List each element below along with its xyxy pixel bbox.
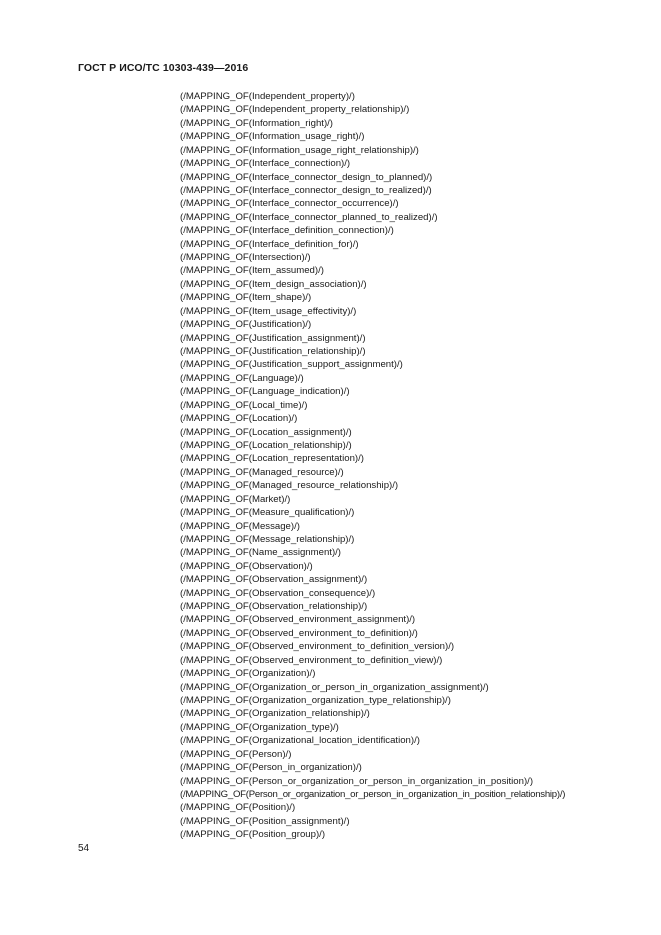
mapping-line: (/MAPPING_OF(Location)/) [180, 413, 298, 425]
mapping-line: (/MAPPING_OF(Organization)/) [180, 668, 316, 680]
mapping-line: (/MAPPING_OF(Person_or_organization_or_person_in_organization_in_position_relationship)/) [180, 788, 566, 800]
mapping-line: (/MAPPING_OF(Organization_organization_type_relationship)/) [180, 694, 451, 706]
mapping-line: (/MAPPING_OF(Item_design_association)/) [180, 278, 367, 290]
mapping-line: (/MAPPING_OF(Organizational_location_identification)/) [180, 735, 420, 747]
mapping-line: (/MAPPING_OF(Managed_resource_relationship)/) [180, 480, 399, 492]
mapping-line: (/MAPPING_OF(Information_usage_right_relationship)/) [180, 144, 419, 156]
mapping-line: (/MAPPING_OF(Position_assignment)/) [180, 815, 350, 827]
mapping-line: (/MAPPING_OF(Person_or_organization_or_person_in_organization_in_position)/) [180, 775, 534, 787]
mapping-line: (/MAPPING_OF(Observation)/) [180, 560, 313, 572]
mapping-line: (/MAPPING_OF(Interface_connection)/) [180, 158, 351, 170]
mapping-line: (/MAPPING_OF(Observation_consequence)/) [180, 587, 376, 599]
mapping-line: (/MAPPING_OF(Information_usage_right)/) [180, 131, 365, 143]
mapping-line: (/MAPPING_OF(Observation_assignment)/) [180, 574, 368, 586]
page-number: 54 [78, 843, 90, 854]
mapping-line: (/MAPPING_OF(Observation_relationship)/) [180, 601, 368, 613]
mapping-line: (/MAPPING_OF(Language_indication)/) [180, 386, 350, 398]
mapping-line: (/MAPPING_OF(Independent_property_relationship)/) [180, 104, 410, 116]
mapping-line: (/MAPPING_OF(Justification_support_assignment)/) [180, 359, 403, 371]
mapping-line: (/MAPPING_OF(Item_assumed)/) [180, 265, 324, 277]
document-header: ГОСТ Р ИСО/ТС 10303-439—2016 [78, 62, 249, 74]
mapping-line: (/MAPPING_OF(Local_time)/) [180, 399, 308, 411]
mapping-line: (/MAPPING_OF(Message)/) [180, 520, 300, 532]
mapping-line: (/MAPPING_OF(Organization_or_person_in_organization_assignment)/) [180, 681, 489, 693]
mapping-line: (/MAPPING_OF(Item_usage_effectivity)/) [180, 305, 357, 317]
mapping-line: (/MAPPING_OF(Position)/) [180, 802, 296, 814]
mapping-line: (/MAPPING_OF(Interface_definition_for)/) [180, 238, 359, 250]
mapping-line: (/MAPPING_OF(Language)/) [180, 372, 304, 384]
mapping-line: (/MAPPING_OF(Information_right)/) [180, 117, 334, 129]
mapping-line: (/MAPPING_OF(Interface_definition_connection)/) [180, 225, 394, 237]
mapping-line: (/MAPPING_OF(Location_representation)/) [180, 453, 364, 465]
mapping-line: (/MAPPING_OF(Name_assignment)/) [180, 547, 341, 559]
mapping-line: (/MAPPING_OF(Interface_connector_design_to_realized)/) [180, 184, 432, 196]
mapping-line: (/MAPPING_OF(Interface_connector_design_to_planned)/) [180, 171, 433, 183]
mapping-line: (/MAPPING_OF(Observed_environment_to_definition_view)/) [180, 654, 443, 666]
mapping-line: (/MAPPING_OF(Intersection)/) [180, 252, 311, 264]
mapping-line: (/MAPPING_OF(Organization_type)/) [180, 721, 339, 733]
mapping-line: (/MAPPING_OF(Justification_relationship)/) [180, 346, 366, 358]
mapping-line: (/MAPPING_OF(Interface_connector_occurrence)/) [180, 198, 399, 210]
mapping-line: (/MAPPING_OF(Justification)/) [180, 319, 312, 331]
mapping-line: (/MAPPING_OF(Independent_property)/) [180, 91, 355, 102]
mapping-list [180, 90, 565, 842]
mapping-line: (/MAPPING_OF(Interface_connector_planned_to_realized)/) [180, 211, 438, 223]
mapping-line: (/MAPPING_OF(Message_relationship)/) [180, 533, 355, 545]
mapping-line: (/MAPPING_OF(Position_group)/) [180, 829, 326, 841]
mapping-line: (/MAPPING_OF(Item_shape)/) [180, 292, 312, 304]
mapping-line: (/MAPPING_OF(Managed_resource)/) [180, 466, 344, 478]
mapping-line: (/MAPPING_OF(Market)/) [180, 493, 291, 505]
mapping-line: (/MAPPING_OF(Justification_assignment)/) [180, 332, 366, 344]
mapping-line: (/MAPPING_OF(Observed_environment_to_definition_version)/) [180, 641, 455, 653]
mapping-line: (/MAPPING_OF(Person_in_organization)/) [180, 762, 362, 774]
mapping-line: (/MAPPING_OF(Observed_environment_to_definition)/) [180, 627, 418, 639]
mapping-line: (/MAPPING_OF(Location_relationship)/) [180, 439, 352, 451]
mapping-line: (/MAPPING_OF(Organization_relationship)/) [180, 708, 370, 720]
mapping-line: (/MAPPING_OF(Location_assignment)/) [180, 426, 352, 438]
mapping-line: (/MAPPING_OF(Person)/) [180, 748, 292, 760]
mapping-line: (/MAPPING_OF(Measure_qualification)/) [180, 507, 355, 519]
mapping-line: (/MAPPING_OF(Observed_environment_assignment)/) [180, 614, 416, 626]
